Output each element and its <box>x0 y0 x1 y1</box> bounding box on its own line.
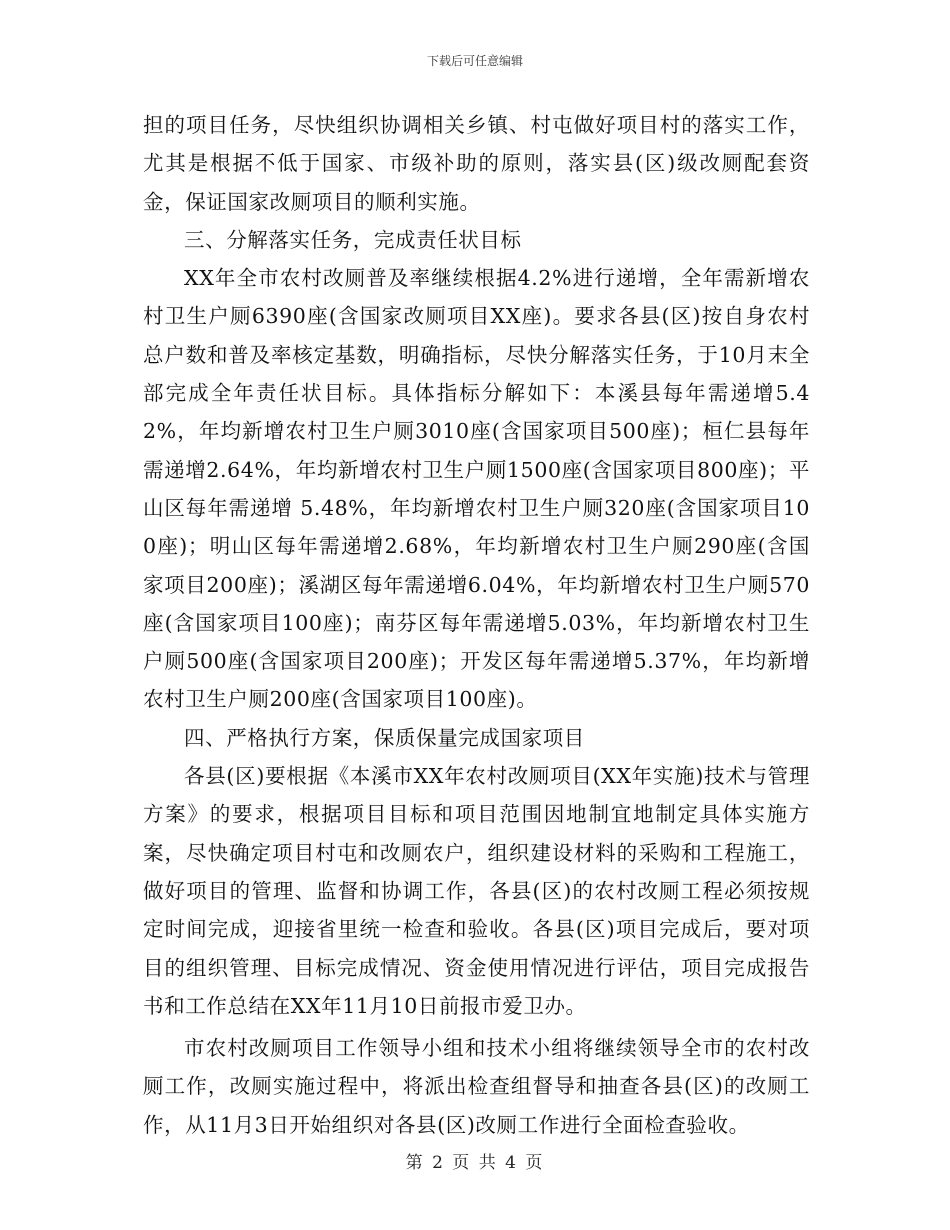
page-number-footer: 第 2 页 共 4 页 <box>405 1153 545 1173</box>
paragraph-targets: XX年全市农村改厕普及率继续根据4.2%进行递增，全年需新增农村卫生户厕6390座(含国家改厕项目XX座)。要求各县(区)按自身农村总户数和普及率核定基数，明确指标，尽快分解落实任务，于10月末全部完成全年责任状目标。具体指标分解如下：本溪县每年需递增5.42%，年均新增农村卫生户厕3010座(含国家项目500座)；桓仁县每年需递增2.64%，年均新增农村卫生户厕1500座(含国家项目800座)；平山区每年需递增 5.48%，年均新增农村卫生户厕320座(含国家项目100座)；明山区每年需递增2.68%，年均新增农村卫生户厕290座(含国家项目200座)；溪湖区每年需递增6.04%，年均新增农村卫生户厕570座(含国家项目100座)；南芬区每年需递增5.03%，年均新增农村卫生户厕500座(含国家项目200座)；开发区每年需递增5.37%，年均新增农村卫生户厕200座(含国家项目100座)。 <box>143 266 810 712</box>
section-heading-3: 三、分解落实任务，完成责任状目标 <box>184 227 522 252</box>
paragraph-implementation: 各县(区)要根据《本溪市XX年农村改厕项目(XX年实施)技术与管理方案》的要求，根据项目目标和项目范围因地制宜地制定具体实施方案，尽快确定项目村屯和改厕农户，组织建设材料的采购和工程施工，做好项目的管理、监督和协调工作，各县(区)的农村改厕工程必须按规定时间完成，迎接省里统一检查和验收。各县(区)项目完成后，要对项目的组织管理、目标完成情况、资金使用情况进行评估，项目完成报告书和工作总结在XX年11月10日前报市爱卫办。 <box>143 764 810 1018</box>
section-heading-4: 四、严格执行方案，保质保量完成国家项目 <box>184 725 585 750</box>
document-body <box>143 106 810 1144</box>
paragraph-inspection: 市农村改厕项目工作领导小组和技术小组将继续领导全市的农村改厕工作，改厕实施过程中，将派出检查组督导和抽查各县(区)的改厕工作，从11月3日开始组织对各县(区)改厕工作进行全面检查验收。 <box>143 1036 810 1137</box>
paragraph-continuation: 担的项目任务，尽快组织协调相关乡镇、村屯做好项目村的落实工作，尤其是根据不低于国家、市级补助的原则，落实县(区)级改厕配套资金，保证国家改厕项目的顺利实施。 <box>143 113 810 214</box>
page-header: 下载后可任意编辑 <box>426 54 523 68</box>
